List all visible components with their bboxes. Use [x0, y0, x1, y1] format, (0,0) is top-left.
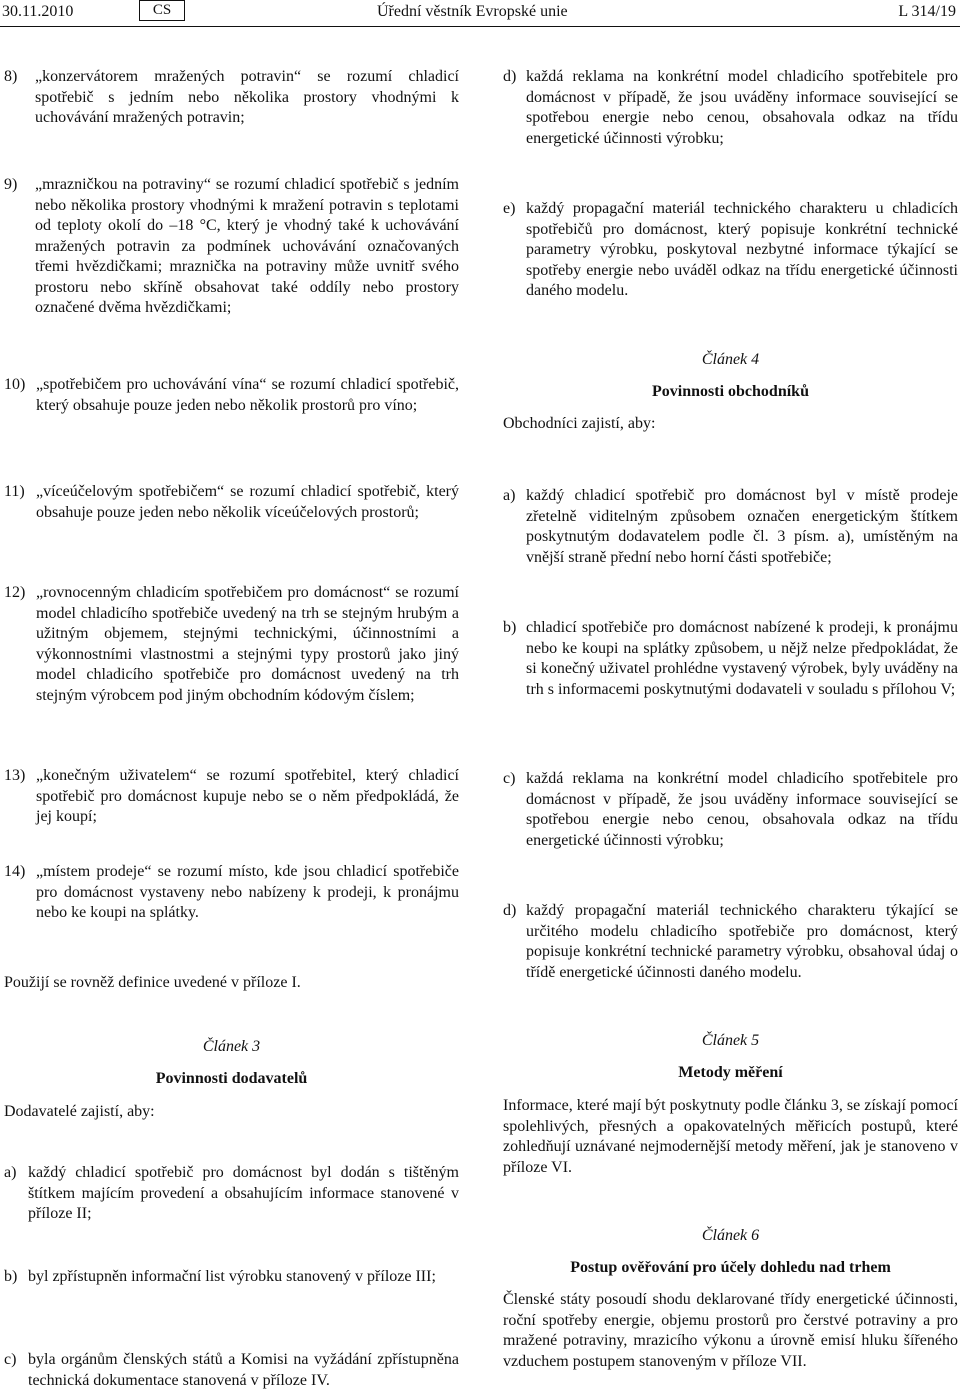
article-3-point-b — [4, 1267, 459, 1288]
definition-text: „konečným uživatelem“ se rozumí spotřebitel, který chladicí spotřebič pro domácnost kupuje nebo se o něm předpokládá, že jej koupí; — [36, 767, 459, 825]
point-text: každý propagační materiál technického charakteru týkající se určitého modelu chladicího spotřebiče pro domácnost, který popisuje konkrétní technické parametry výrobku, obsahoval údaj o třídě energetické účinnosti daného modelu. — [526, 902, 958, 981]
item-letter: d) — [503, 68, 517, 85]
definition-13 — [4, 766, 459, 828]
item-number: 14) — [4, 863, 26, 880]
article-5-text: Informace, které mají být poskytnuty podle článku 3, se získají pomocí spolehlivých, přesných a opakovatelných měřicích postupů, které zohledňují uznávané nejmodernější metody měření, jak je stanoveno v příloze VI. — [503, 1097, 958, 1176]
article-4-title: Povinnosti obchodníků — [652, 383, 809, 400]
article-5-title: Metody měření — [678, 1064, 783, 1081]
item-letter: c) — [503, 770, 516, 787]
article-4-point-b — [503, 618, 958, 700]
article-4-point-a — [503, 486, 958, 568]
definition-14 — [4, 862, 459, 924]
point-text: každý chladicí spotřebič pro domácnost byl dodán s tištěným štítkem majícím provedení a obsahujícím informace stanovené v příloze II; — [28, 1164, 459, 1222]
item-letter: e) — [503, 200, 516, 217]
journal-title: Úřední věstník Evropské unie — [377, 3, 568, 20]
article-5-number: Článek 5 — [701, 1032, 760, 1049]
item-number: 9) — [4, 176, 18, 193]
article-6-number: Článek 6 — [701, 1227, 760, 1244]
header-date: 30.11.2010 — [2, 3, 74, 20]
article-6-title: Postup ověřování pro účely dohledu nad trhem — [570, 1259, 891, 1276]
article-3-point-a — [4, 1163, 459, 1225]
article-4-number: Článek 4 — [701, 351, 760, 368]
article-3-title: Povinnosti dodavatelů — [155, 1070, 308, 1087]
language-badge: CS — [139, 0, 185, 21]
page-reference: L 314/19 — [898, 3, 956, 20]
item-letter: a) — [4, 1164, 17, 1181]
article-3-intro: Dodavatelé zajistí, aby: — [4, 1103, 155, 1120]
definition-10 — [4, 375, 459, 416]
article-3-number: Článek 3 — [202, 1038, 261, 1055]
item-number: 10) — [4, 376, 26, 393]
page-header — [0, 0, 960, 24]
article-4-point-c — [503, 769, 958, 851]
point-text: byl zpřístupněn informační list výrobku stanovený v příloze III; — [28, 1268, 436, 1285]
item-letter: d) — [503, 902, 517, 919]
article-4-intro: Obchodníci zajistí, aby: — [503, 415, 656, 432]
item-number: 13) — [4, 767, 26, 784]
point-text: byla orgánům členských států a Komisi na vyžádání zpřístupněna technická dokumentace stanovená v příloze IV. — [28, 1351, 459, 1389]
point-text: každá reklama na konkrétní model chladicího spotřebitele pro domácnost v případě, že jsou uváděny informace související se spotřebou energie nebo cenou, obsahovala odkaz na třídu energetické účinnosti výrobku; — [526, 770, 958, 849]
point-d-top — [503, 67, 958, 149]
definition-8 — [4, 67, 459, 129]
definition-text: „konzervátorem mražených potravin“ se rozumí chladicí spotřebič s jedním nebo několika prostory vhodnými k uchovávání mražených potravin; — [35, 68, 459, 126]
point-text: chladicí spotřebiče pro domácnost nabízené k prodeji, k pronájmu nebo ke koupi na splátky způsobem, u nějž nelze předpokládat, že si konečný uživatel prohlédne vystavený výrobek, byly uváděny na trh s informacemi poskytnutými dodavateli v souladu s přílohou V; — [526, 619, 958, 698]
item-letter: c) — [4, 1351, 17, 1368]
item-letter: b) — [4, 1268, 18, 1285]
header-rule — [0, 26, 960, 27]
point-text: každá reklama na konkrétní model chladicího spotřebitele pro domácnost v případě, že jsou uváděny informace související se spotřebou energie nebo cenou, obsahovala odkaz na třídu energetické účinnosti výrobku; — [526, 68, 958, 147]
definition-text: „rovnocenným chladicím spotřebičem pro domácnost“ se rozumí model chladicího spotřebiče uvedený na trh se stejným hrubým a užitným objemem, stejnými technickými, účinnostními a výkonnostními vlastnostmi a stejnými typy prostorů jako jiný model chladicího spotřebiče pro domácnost uvedený na trh stejným výrobcem pod jiným obchodním kódovým číslem; — [36, 584, 459, 704]
definition-12 — [4, 583, 459, 706]
definition-text: „mrazničkou na potraviny“ se rozumí chladicí spotřebič s jedním nebo několika prostory vhodnými k mražení potravin s teplotami od teploty okolí do –18 °C, který je vhodný také k uchovávání mražených potravin za podmínek uchovávání označovaných třemi hvězdičkami; mraznička na potraviny může uvnitř svého prostoru nebo skříně obsahovat také oddíly nebo prostory označené dvěma hvězdičkami; — [35, 176, 459, 316]
point-text: každý propagační materiál technického charakteru u chladicích spotřebičů pro domácnost, který popisuje konkrétní technické parametry výrobku, poskytoval nezbytné informace týkající se spotřeby energie nebo uváděl odkaz na třídu energetické účinnosti daného modelu. — [526, 200, 958, 299]
point-e-top — [503, 199, 958, 302]
article-6-text: Členské státy posoudí shodu deklarované třídy energetické účinnosti, roční spotřeby energie, objemu prostorů pro čerstvé potraviny a pro mražené potraviny, mrazicího výkonu a úrovně emisí hluku šířeného vzduchem postupem stanoveným v příloze VII. — [503, 1291, 958, 1370]
annex-note: Použijí se rovněž definice uvedené v příloze I. — [4, 974, 301, 991]
definition-text: „místem prodeje“ se rozumí místo, kde jsou chladicí spotřebiče pro domácnost vystaveny nebo nabízeny k prodeji, k pronájmu nebo ke koupi na splátky. — [36, 863, 459, 921]
definition-11 — [4, 482, 459, 523]
item-number: 8) — [4, 68, 18, 85]
article-4-point-d — [503, 901, 958, 983]
item-letter: a) — [503, 487, 516, 504]
article-3-point-c — [4, 1350, 459, 1391]
item-letter: b) — [503, 619, 517, 636]
item-number: 11) — [4, 483, 25, 500]
definition-9 — [4, 175, 459, 319]
point-text: každý chladicí spotřebič pro domácnost byl v místě prodeje zřetelně viditelným způsobem označen energetickým štítkem poskytnutým dodavatelem podle čl. 3 písm. a), umístěným na vnější straně přední nebo horní části spotřebiče; — [526, 487, 958, 566]
definition-text: „spotřebičem pro uchovávání vína“ se rozumí chladicí spotřebič, který obsahuje pouze jeden nebo několik prostorů pro víno; — [36, 376, 459, 414]
item-number: 12) — [4, 584, 26, 601]
definition-text: „víceúčelovým spotřebičem“ se rozumí chladicí spotřebič, který obsahuje pouze jeden nebo několik víceúčelových prostorů; — [36, 483, 459, 521]
